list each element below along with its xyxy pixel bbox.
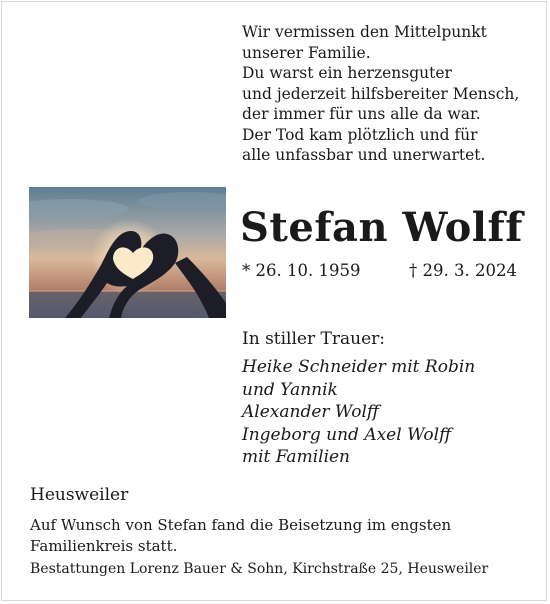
- poem-line: alle unfassbar und unerwartet.: [242, 146, 486, 164]
- poem-line: Wir vermissen den Mittelpunkt: [242, 23, 487, 41]
- notice-line: Familienkreis statt.: [30, 536, 178, 555]
- birth-date: * 26. 10. 1959: [242, 261, 361, 280]
- memorial-poem: [242, 22, 542, 166]
- mourner-line: mit Familien: [242, 447, 351, 467]
- mourner-line: und Yannik: [242, 379, 338, 400]
- city-name: Heusweiler: [30, 485, 129, 505]
- death-date: † 29. 3. 2024: [409, 261, 517, 280]
- burial-notice: [30, 515, 451, 556]
- mourner-line: Ingeborg und Axel Wolff: [242, 424, 452, 445]
- notice-line: Auf Wunsch von Stefan fand die Beisetzung im engsten: [30, 516, 452, 534]
- poem-line: der immer für uns alle da war.: [242, 105, 481, 123]
- poem-line: Du warst ein herzensguter: [242, 64, 452, 82]
- undertaker-info: Bestattungen Lorenz Bauer & Sohn, Kirchstraße 25, Heusweiler: [30, 561, 489, 577]
- mourner-line: Alexander Wolff: [242, 402, 379, 422]
- poem-line: und jederzeit hilfsbereiter Mensch,: [242, 84, 520, 103]
- poem-line: Der Tod kam plötzlich und für: [242, 125, 478, 144]
- deceased-name: Stefan Wolff: [240, 204, 523, 251]
- poem-line: unserer Familie.: [242, 43, 371, 62]
- mourner-line: Heike Schneider mit Robin: [242, 357, 476, 377]
- mourning-heading: In stiller Trauer:: [242, 329, 385, 349]
- heart-hands-photo: [29, 187, 226, 318]
- mourners-list: [242, 356, 475, 469]
